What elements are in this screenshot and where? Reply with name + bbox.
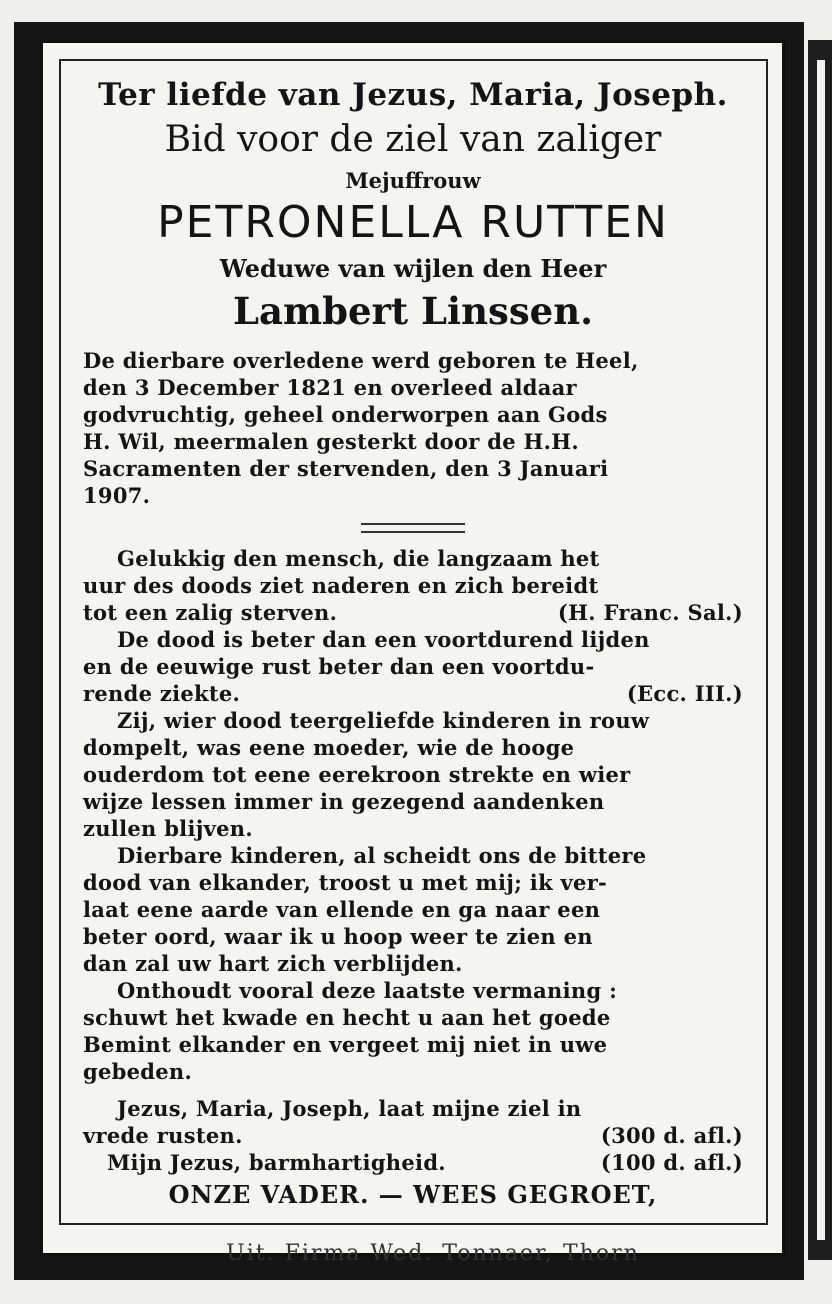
- bio-line: den 3 December 1821 en overleed aldaar: [83, 375, 577, 400]
- text-line: dood van elkander, troost u met mij; ik ver-: [83, 870, 608, 895]
- bio-line: H. Wil, meermalen gesterkt door de H.H.: [83, 429, 579, 454]
- quote-francis: [83, 545, 743, 626]
- biography: [83, 347, 743, 509]
- bio-line: Sacramenten der stervenden, den 3 Januari: [83, 456, 609, 481]
- bio-line: godvruchtig, geheel onderworpen aan Gods: [83, 402, 608, 427]
- prayer-row: [83, 1122, 743, 1149]
- quote-line: Gelukkig den mensch, die langzaam het: [117, 546, 600, 571]
- prayer-line: vrede rusten.: [83, 1123, 243, 1148]
- printer-imprint: [163, 1233, 703, 1266]
- edge-strip-gap: [817, 60, 825, 1240]
- bio-line: De dierbare overledene werd geboren te Heel,: [83, 348, 639, 373]
- prayer-line: Mijn Jezus, barmhartigheid.: [107, 1150, 446, 1175]
- ornament-divider: [361, 523, 465, 533]
- text-line: dan zal uw hart zich verblijden.: [83, 951, 463, 976]
- text-line: ouderdom tot eene eerekroon strekte en wier: [83, 762, 631, 787]
- text-line: zullen blijven.: [83, 816, 253, 841]
- text-line: laat eene aarde van ellende en ga naar een: [83, 897, 601, 922]
- text-line: Bemint elkander en vergeet mij niet in uwe: [83, 1032, 608, 1057]
- quote-source: (H. Franc. Sal.): [557, 600, 743, 625]
- invocation: Ter liefde van Jezus, Maria, Joseph.: [98, 77, 728, 113]
- quote-line: uur des doods ziet naderen en zich bereidt: [83, 573, 599, 598]
- text-line: schuwt het kwade en hecht u aan het goede: [83, 1005, 611, 1030]
- text-line: Zij, wier dood teergeliefde kinderen in rouw: [117, 708, 650, 733]
- closing-prayers: ONZE VADER. — WEES GEGROET,: [168, 1180, 658, 1209]
- text-line: Dierbare kinderen, al scheidt ons de bittere: [117, 843, 647, 868]
- deceased-name: PETRONELLA RUTTEN: [157, 197, 669, 248]
- quote-line: rende ziekte.: [83, 681, 241, 706]
- indulgence-note: (300 d. afl.): [600, 1123, 743, 1148]
- text-line: gebeden.: [83, 1059, 193, 1084]
- text-line: wijze lessen immer in gezegend aandenken: [83, 789, 605, 814]
- prayer-row: [83, 1149, 743, 1176]
- husband-name: Lambert Linssen.: [233, 289, 593, 333]
- card-content: [83, 73, 743, 1209]
- quote-source: (Ecc. III.): [626, 681, 743, 706]
- memorial-card: [40, 40, 785, 1266]
- honorific: Mejuffrouw: [345, 168, 481, 193]
- paragraph-children: [83, 842, 743, 977]
- relation-line: Weduwe van wijlen den Heer: [219, 254, 607, 283]
- text-line: dompelt, was eene moeder, wie de hooge: [83, 735, 575, 760]
- paragraph-admonition: [83, 977, 743, 1085]
- quote-ecclesiastes: [83, 626, 743, 707]
- quote-line: en de eeuwige rust beter dan een voortdu-: [83, 654, 595, 679]
- quote-line: De dood is beter dan een voortdurend lijden: [117, 627, 650, 652]
- indulgence-prayers: [83, 1095, 743, 1176]
- quote-line: tot een zalig sterven.: [83, 600, 338, 625]
- text-line: beter oord, waar ik u hoop weer te zien en: [83, 924, 593, 949]
- printer-text: Uit. Firma Wed. Tonnaer, Thorn: [226, 1241, 640, 1266]
- indulgence-note: (100 d. afl.): [600, 1150, 743, 1175]
- paragraph-mother: [83, 707, 743, 842]
- text-line: Onthoudt vooral deze laatste vermaning :: [117, 978, 618, 1003]
- prayer-line: Bid voor de ziel van zaliger: [164, 119, 662, 160]
- quote-attribution-row: [83, 680, 743, 707]
- quote-attribution-row: [83, 599, 743, 626]
- prayer-line: Jezus, Maria, Joseph, laat mijne ziel in: [117, 1096, 582, 1121]
- bio-line: 1907.: [83, 483, 151, 508]
